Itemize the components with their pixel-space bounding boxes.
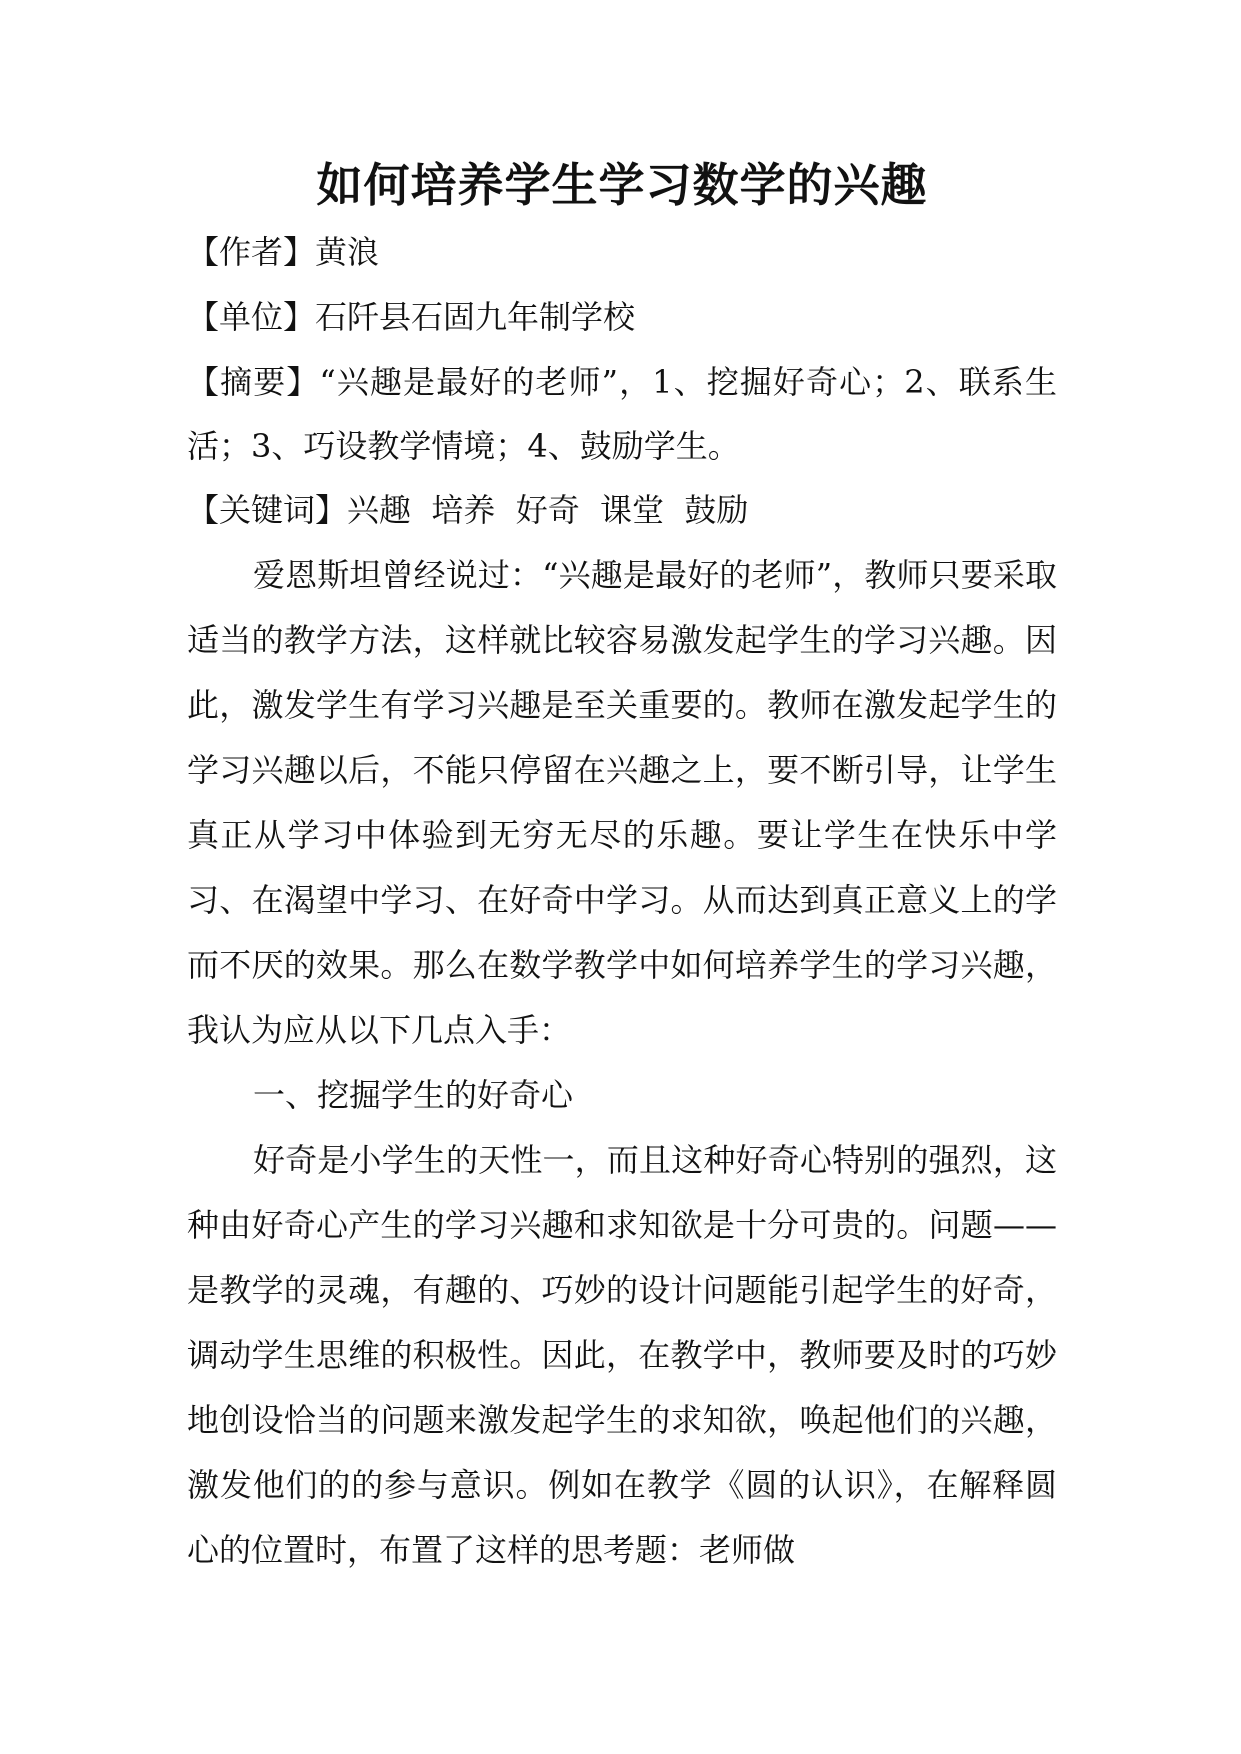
document-body: [187, 150, 1057, 1583]
keywords-label: 【关键词】: [187, 491, 348, 529]
abstract-label: 【摘要】: [187, 363, 320, 401]
unit-label: 【单位】: [187, 298, 316, 336]
keywords-line: [187, 478, 1057, 543]
body-paragraph: 爱恩斯坦曾经说过：“兴趣是最好的老师”，教师只要采取适当的教学方法，这样就比较容易激发起学生的学习兴趣。因此，激发学生有学习兴趣是至关重要的。教师在激发起学生的学习兴趣以后，不能只停留在兴趣之上，要不断引导，让学生真正从学习中体验到无穷无尽的乐趣。要让学生在快乐中学习、在渴望中学习、在好奇中学习。从而达到真正意义上的学而不厌的效果。那么在数学教学中如何培养学生的学习兴趣，我认为应从以下几点入手：: [187, 556, 1057, 1049]
body-paragraph: 好奇是小学生的天性一，而且这种好奇心特别的强烈，这种由好奇心产生的学习兴趣和求知欲是十分可贵的。问题——是教学的灵魂，有趣的、巧妙的设计问题能引起学生的好奇，调动学生思维的积极性。因此，在教学中，教师要及时的巧妙地创设恰当的问题来激发起学生的求知欲，唤起他们的兴趣，激发他们的的参与意识。例如在教学《圆的认识》，在解释圆心的位置时，布置了这样的思考题：老师做: [187, 1141, 1057, 1569]
unit-name: 石阡县石固九年制学校: [315, 298, 636, 336]
author-label: 【作者】: [187, 233, 316, 271]
document-title: 如何培养学生学习数学的兴趣: [316, 158, 928, 212]
abstract-text: “兴趣是最好的老师”，1、挖掘好奇心；2、联系生活；3、巧设教学情境；4、鼓励学生。: [187, 363, 1057, 465]
author-name: 黄浪: [315, 233, 380, 271]
abstract-line: [187, 350, 1057, 478]
section-heading: 一、挖掘学生的好奇心: [253, 1076, 574, 1114]
keywords-text: 兴趣 培养 好奇 课堂 鼓励: [347, 491, 749, 529]
author-line: [187, 220, 1057, 285]
unit-line: [187, 285, 1057, 350]
